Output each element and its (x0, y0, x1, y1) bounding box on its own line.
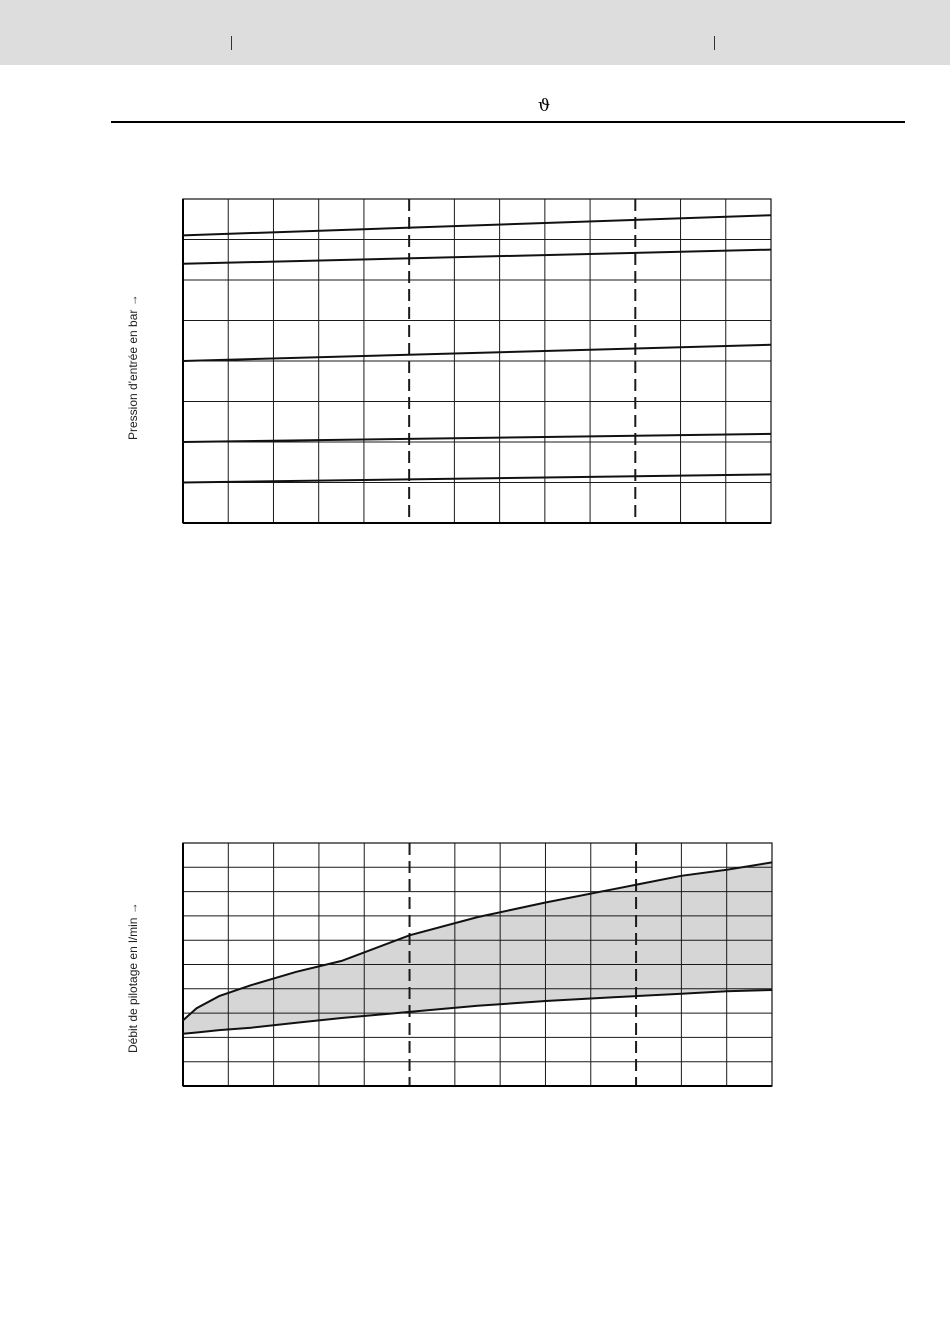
chart2-y-axis-label: Débit de pilotage en l/min → (126, 902, 140, 1053)
chart2-band-fill (183, 862, 772, 1033)
chart1-y-axis-label: Pression d'entrée en bar → (126, 294, 140, 440)
theta-symbol: ϑ (538, 96, 551, 116)
